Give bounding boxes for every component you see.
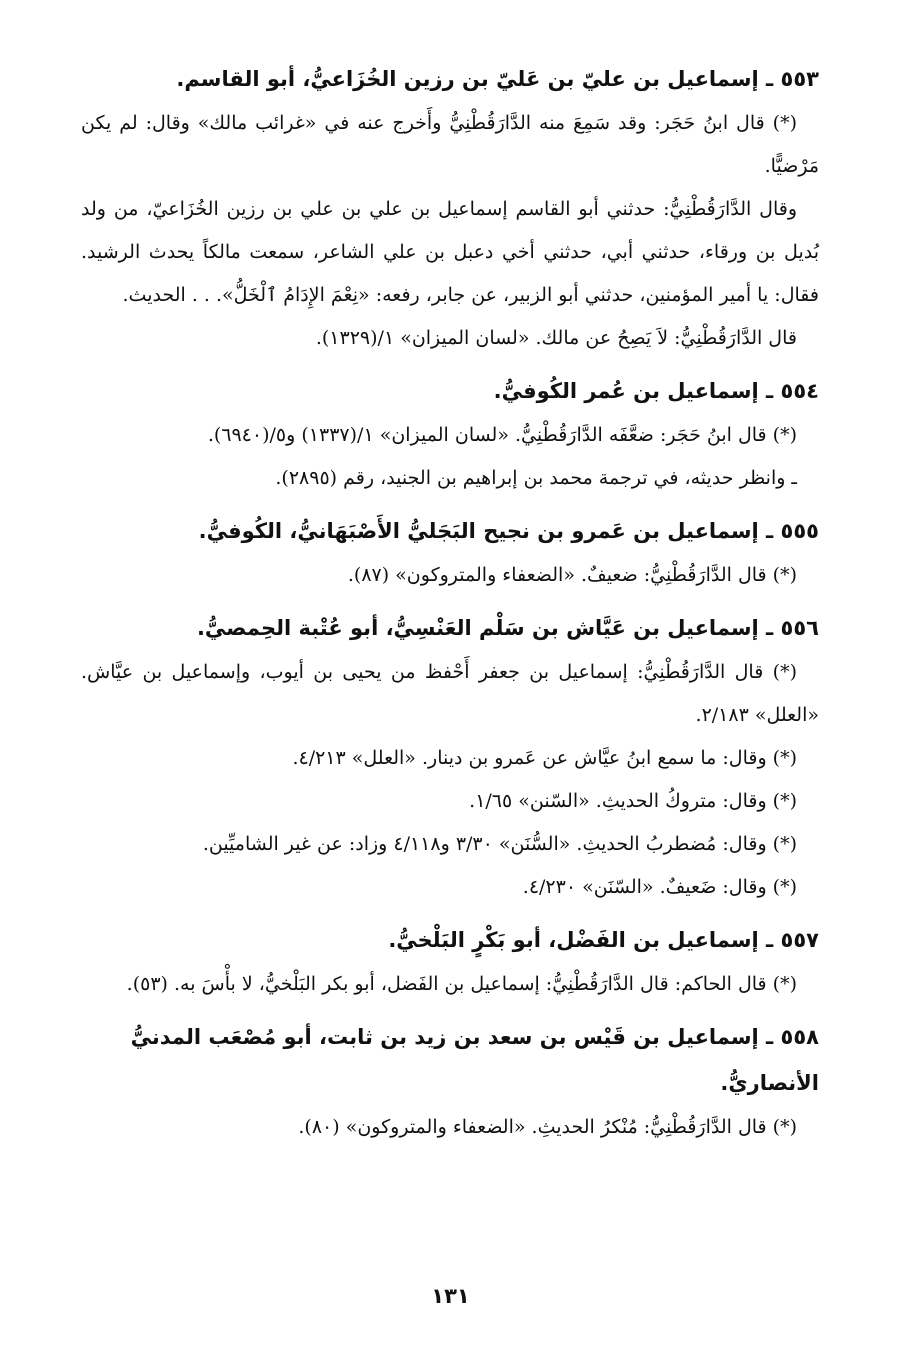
entry-557 — [81, 917, 819, 1006]
entry-paragraph: (*) وقال: متروكُ الحديثِ. «السّنن» ١/٦٥. — [469, 790, 797, 812]
entry-555 — [81, 508, 819, 597]
entry-paragraph: قال الدَّارَقُطْنِيُّ: لاَ يَصِحُ عن مالك. «لسان الميزان» ١/(١٣٢٩). — [315, 327, 797, 349]
entry-paragraph: (*) وقال: ما سمع ابنُ عيَّاش عن عَمرو بن دينار. «العلل» ٤/٢١٣. — [292, 747, 797, 769]
entry-553 — [81, 56, 819, 360]
entry-paragraph: ـ وانظر حديثه، في ترجمة محمد بن إبراهيم بن الجنيد، رقم (٢٨٩٥). — [275, 467, 797, 489]
entry-heading: ٥٥٣ ـ إسماعيل بن عليّ بن عَليّ بن رزين الخُزَاعيُّ، أبو القاسم. — [176, 67, 819, 91]
entry-heading: ٥٥٧ ـ إسماعيل بن الفَضْل، أبو بَكْرٍ البَلْخيُّ. — [388, 928, 819, 952]
entry-gap — [81, 500, 819, 508]
entry-heading: ٥٥٤ ـ إسماعيل بن عُمر الكُوفيُّ. — [493, 379, 819, 403]
entry-gap — [81, 597, 819, 605]
entry-paragraph: (*) وقال: ضَعيفٌ. «السّنَن» ٤/٢٣٠. — [522, 876, 797, 898]
entry-paragraph: (*) قال الحاكم: قال الدَّارَقُطْنِيُّ: إسماعيل بن الفَضل، أبو بكر البَلْخيُّ، لا بأْسَ به. (٥٣). — [126, 973, 797, 995]
entry-paragraph: (*) قال الدَّارَقُطْنِيُّ: إسماعيل بن جعفر أَحْفظ من يحيى بن أيوب، وإسماعيل بن عيَّاش. «العلل» ٢/١٨٣. — [81, 661, 819, 726]
entry-paragraph: وقال الدَّارَقُطْنِيُّ: حدثني أبو القاسم إسماعيل بن علي بن علي بن رزين الخُزَاعيّ، من ولد بُديل بن ورقاء، حدثني أبي، حدثني أخي دعبل بن علي الشاعر، سمعت مالكاً يحدث الرشيد. فقال: يا أمير المؤمنين، حدثني أبو الزبير، عن جابر، رفعه: «نِعْمَ الإِدَامُ ٱلْخَلُّ». . . الحديث. — [81, 198, 819, 306]
entry-heading: ٥٥٦ ـ إسماعيل بن عَيَّاش بن سَلْم العَنْسِيُّ، أبو عُتْبة الحِمصيُّ. — [196, 616, 819, 640]
entry-paragraph: (*) وقال: مُضطربُ الحديثِ. «السُّنَن» ٣/٣٠ و٤/١١٨ وزاد: عن غير الشاميِّين. — [202, 833, 797, 855]
page-number: ١٣١ — [431, 1284, 470, 1308]
entry-heading: ٥٥٥ ـ إسماعيل بن عَمرو بن نجيح البَجَليُّ الأَصْبَهَانيُّ، الكُوفيُّ. — [198, 519, 819, 543]
entry-gap — [81, 909, 819, 917]
page-body — [81, 56, 819, 1149]
entry-554 — [81, 368, 819, 500]
entry-paragraph: (*) قال ابنُ حَجَر: وقد سَمِعَ منه الدَّارَقُطْنِيُّ وأَخرج عنه في «غرائب مالك» وقال: لم يكن مَرْضيًّا. — [81, 112, 819, 177]
entry-paragraph: (*) قال ابنُ حَجَر: ضعَّفَه الدَّارَقُطْنِيُّ. «لسان الميزان» ١/(١٣٣٧) و٥/(٦٩٤٠). — [207, 424, 797, 446]
entry-heading: ٥٥٨ ـ إسماعيل بن قَيْس بن سعد بن زيد بن ثابت، أبو مُصْعَب المدنيُّ الأنصاريُّ. — [130, 1025, 819, 1095]
entry-gap — [81, 1006, 819, 1014]
entry-556 — [81, 605, 819, 909]
entry-558 — [81, 1014, 819, 1149]
entry-paragraph: (*) قال الدَّارَقُطْنِيُّ: مُنْكرُ الحديثِ. «الضعفاء والمتروكون» (٨٠). — [298, 1116, 797, 1138]
entry-gap — [81, 360, 819, 368]
entry-paragraph: (*) قال الدَّارَقُطْنِيُّ: ضعيفٌ. «الضعفاء والمتروكون» (٨٧). — [347, 564, 797, 586]
